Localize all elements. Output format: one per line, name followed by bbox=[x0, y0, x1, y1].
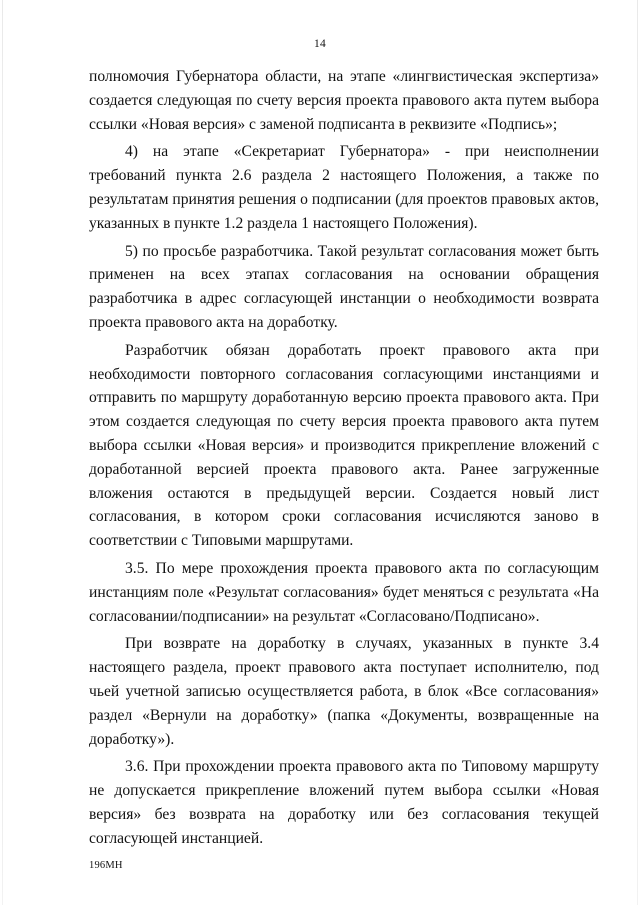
page-number: 14 bbox=[314, 38, 326, 50]
paragraph-developer-obligation: Разработчик обязан доработать проект правового акта при необходимости повторного согласования согласующими инстанциями и отправить по маршруту доработанную версию проекта правового акта. При этом создается следующая по счету версия проекта правового акта путем выбора ссылки «Новая версия» и производится прикрепление вложений с доработанной версией проекта правового акта. Ранее загруженные вложения остаются в предыдущей версии. Создается новый лист согласования, в котором сроки согласования исчисляются заново в соответствии с Типовыми маршрутами. bbox=[89, 341, 599, 550]
paragraph-return-for-revision: При возврате на доработку в случаях, указанных в пункте 3.4 настоящего раздела, проект правового акта поступает исполнителю, под чьей учетной записью осуществляется работа, в блок «Все согласования» раздел «Вернули на доработку» (папка «Документы, возвращенные на доработку»). bbox=[89, 635, 599, 748]
document-body bbox=[89, 65, 599, 851]
paragraph-item-4: 4) на этапе «Секретариат Губернатора» - при неисполнении требований пункта 2.6 раздела 2 настоящего Положения, а также по результатам принятия решения о подписании (для проектов правовых актов, указанных в пункте 1.2 раздела 1 настоящего Положения). bbox=[89, 143, 599, 232]
document-code: 196МН bbox=[89, 860, 123, 871]
paragraph-item-5: 5) по просьбе разработчика. Такой результат согласования может быть применен на всех этапах согласования на основании обращения разработчика в адрес согласующей инстанции о необходимости возврата проекта правового акта на доработку. bbox=[89, 242, 599, 331]
paragraph-3-6: 3.6. При прохождении проекта правового акта по Типовому маршруту не допускается прикрепление вложений путем выбора ссылки «Новая версия» без возврата на доработку или без согласования текущей согласующей инстанцией. bbox=[89, 758, 599, 847]
paragraph-3-5: 3.5. По мере прохождения проекта правового акта по согласующим инстанциям поле «Результат согласования» будет меняться с результата «На согласовании/подписании» на результат «Согласовано/Подписано». bbox=[89, 559, 599, 625]
scan-edge-right bbox=[637, 0, 638, 905]
scan-edge-left bbox=[2, 0, 3, 905]
paragraph-continuation: полномочия Губернатора области, на этапе «лингвистическая экспертиза» создается следующая по счету версия проекта правового акта путем выбора ссылки «Новая версия» с заменой подписанта в реквизите «Подпись»; bbox=[89, 68, 599, 133]
